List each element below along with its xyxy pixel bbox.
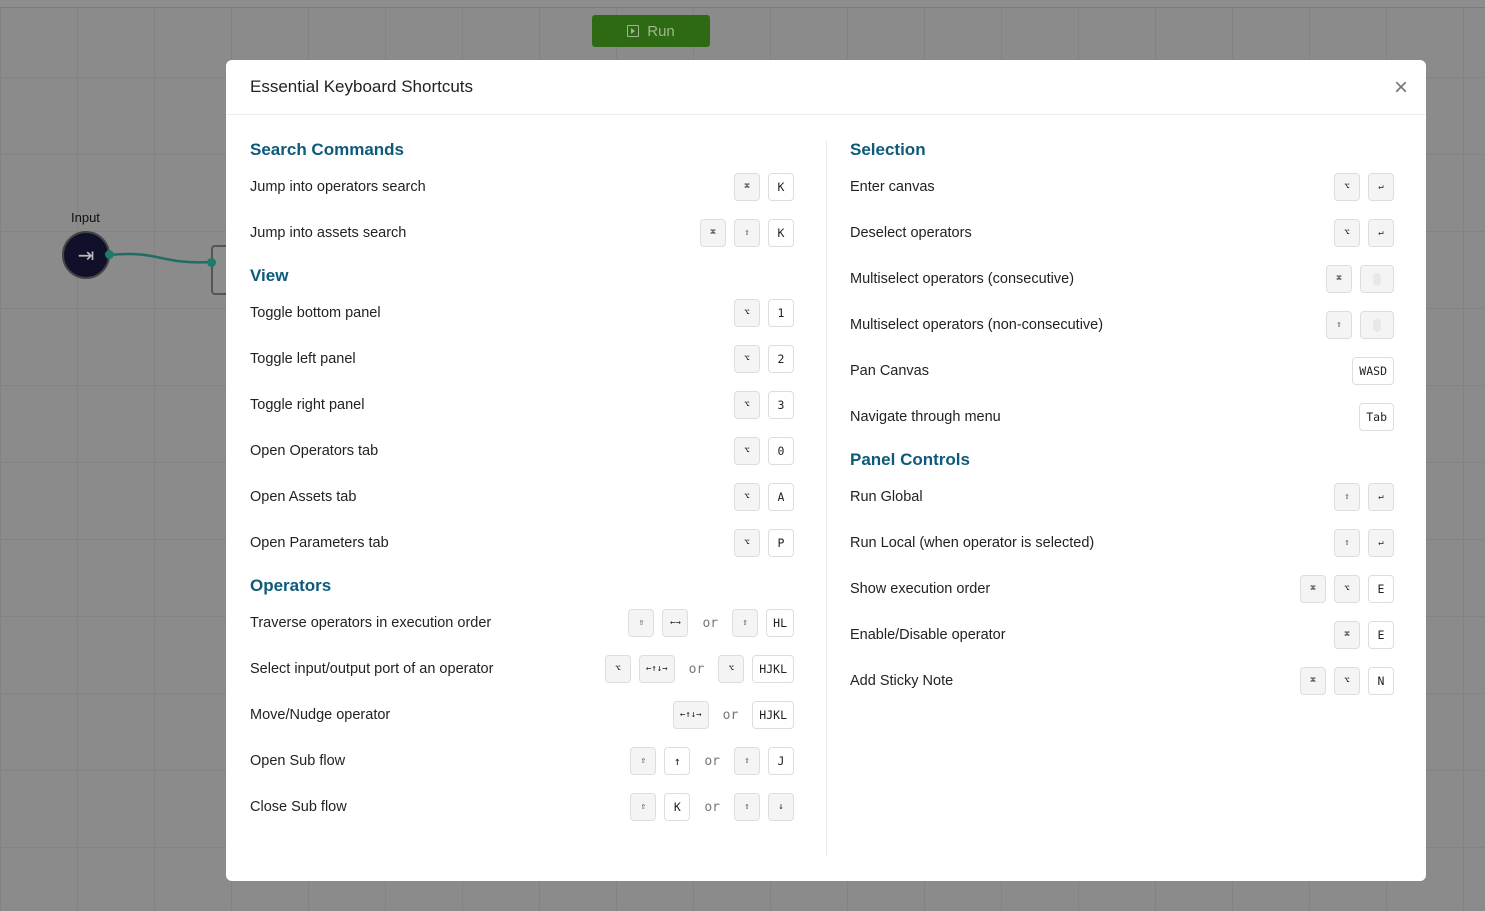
shortcut-row bbox=[850, 612, 1394, 658]
run-button[interactable] bbox=[592, 15, 710, 47]
key-cap: 2 bbox=[768, 345, 794, 373]
key-combo bbox=[1334, 173, 1394, 201]
shortcut-row bbox=[250, 428, 794, 474]
key-combo bbox=[630, 747, 794, 775]
connection-wire bbox=[0, 0, 240, 300]
key-cap: E bbox=[1368, 575, 1394, 603]
shortcut-row bbox=[850, 348, 1394, 394]
key-cap: N bbox=[1368, 667, 1394, 695]
shortcut-row bbox=[250, 290, 794, 336]
key-cap: HL bbox=[766, 609, 794, 637]
shortcut-row bbox=[250, 520, 794, 566]
play-icon bbox=[627, 25, 639, 37]
shortcut-section bbox=[250, 140, 794, 256]
key-cap: ⌘ bbox=[1300, 575, 1326, 603]
key-cap: K bbox=[768, 219, 794, 247]
mouse-icon bbox=[1373, 273, 1381, 286]
key-cap: ⌥ bbox=[734, 483, 760, 511]
shortcut-label: Select input/output port of an operator bbox=[250, 661, 494, 677]
key-cap: ⇧ bbox=[628, 609, 654, 637]
shortcut-row bbox=[850, 256, 1394, 302]
shortcut-label: Jump into operators search bbox=[250, 179, 426, 195]
key-cap: ←↑↓→ bbox=[639, 655, 675, 683]
key-combo bbox=[1334, 621, 1394, 649]
shortcut-label: Toggle right panel bbox=[250, 397, 365, 413]
key-cap: ⌥ bbox=[734, 345, 760, 373]
run-label: Run bbox=[647, 22, 675, 40]
shortcut-section bbox=[850, 140, 1394, 440]
key-cap: WASD bbox=[1352, 357, 1394, 385]
key-combo bbox=[1359, 403, 1394, 431]
shortcut-row bbox=[850, 164, 1394, 210]
arrow-right-icon: ⇥ bbox=[77, 244, 95, 267]
key-cap: ⌘ bbox=[1326, 265, 1352, 293]
node-label: Input bbox=[71, 210, 100, 225]
input-port[interactable] bbox=[207, 258, 216, 267]
shortcut-row bbox=[850, 394, 1394, 440]
shortcut-row bbox=[850, 566, 1394, 612]
key-combo bbox=[700, 219, 794, 247]
mouse-icon bbox=[1373, 319, 1381, 332]
key-combo bbox=[734, 173, 794, 201]
or-separator: or bbox=[688, 661, 705, 677]
shortcut-label: Close Sub flow bbox=[250, 799, 347, 815]
shortcut-row bbox=[250, 692, 794, 738]
key-combo bbox=[734, 299, 794, 327]
key-combo bbox=[734, 483, 794, 511]
modal-title: Essential Keyboard Shortcuts bbox=[226, 60, 1426, 115]
shortcut-row bbox=[250, 600, 794, 646]
shortcut-row bbox=[250, 382, 794, 428]
shortcut-row bbox=[250, 336, 794, 382]
shortcut-row bbox=[250, 474, 794, 520]
key-cap: ⌥ bbox=[1334, 219, 1360, 247]
shortcut-row bbox=[850, 210, 1394, 256]
key-combo bbox=[1326, 265, 1394, 293]
key-cap: ⇧ bbox=[1326, 311, 1352, 339]
key-cap: ⌥ bbox=[734, 299, 760, 327]
mouse-click-icon bbox=[1360, 265, 1394, 293]
section-heading: Search Commands bbox=[250, 140, 404, 159]
shortcut-row bbox=[250, 738, 794, 784]
shortcut-label: Traverse operators in execution order bbox=[250, 615, 492, 631]
key-cap: ⇧ bbox=[1334, 529, 1360, 557]
key-combo bbox=[1334, 483, 1394, 511]
key-cap: K bbox=[768, 173, 794, 201]
key-cap: 1 bbox=[768, 299, 794, 327]
shortcut-section bbox=[250, 576, 794, 830]
key-cap: ⇧ bbox=[734, 793, 760, 821]
key-combo bbox=[1300, 575, 1394, 603]
key-cap: Tab bbox=[1359, 403, 1394, 431]
key-combo bbox=[1352, 357, 1394, 385]
key-cap: ⌥ bbox=[734, 437, 760, 465]
shortcut-row bbox=[850, 474, 1394, 520]
shortcut-label: Pan Canvas bbox=[850, 363, 929, 379]
key-cap: P bbox=[768, 529, 794, 557]
key-cap: ⌥ bbox=[1334, 667, 1360, 695]
key-cap: A bbox=[768, 483, 794, 511]
key-cap: ⇧ bbox=[630, 793, 656, 821]
key-combo bbox=[673, 701, 794, 729]
key-cap: ⌥ bbox=[1334, 173, 1360, 201]
key-cap: ⇧ bbox=[734, 747, 760, 775]
shortcut-label: Open Assets tab bbox=[250, 489, 357, 505]
section-heading: Operators bbox=[250, 576, 332, 595]
shortcut-label: Add Sticky Note bbox=[850, 673, 954, 689]
shortcut-row bbox=[250, 210, 794, 256]
shortcut-label: Multiselect operators (consecutive) bbox=[850, 271, 1075, 287]
section-heading: Panel Controls bbox=[850, 450, 970, 469]
shortcuts-column-right bbox=[850, 140, 1394, 714]
key-cap: ⌘ bbox=[1300, 667, 1326, 695]
shortcut-label: Toggle left panel bbox=[250, 351, 356, 367]
or-separator: or bbox=[722, 707, 739, 723]
section-heading: Selection bbox=[850, 140, 926, 159]
key-cap: ↵ bbox=[1368, 173, 1394, 201]
section-heading: View bbox=[250, 266, 289, 285]
key-cap: J bbox=[768, 747, 794, 775]
key-combo bbox=[734, 391, 794, 419]
output-port[interactable] bbox=[105, 250, 114, 259]
key-cap: ↵ bbox=[1368, 483, 1394, 511]
key-cap: ⌥ bbox=[734, 529, 760, 557]
shortcut-row bbox=[850, 302, 1394, 348]
key-cap: ⇧ bbox=[734, 219, 760, 247]
key-cap: ⇧ bbox=[1334, 483, 1360, 511]
key-cap: E bbox=[1368, 621, 1394, 649]
shortcut-label: Multiselect operators (non-consecutive) bbox=[850, 317, 1104, 333]
key-cap: 3 bbox=[768, 391, 794, 419]
shortcut-label: Move/Nudge operator bbox=[250, 707, 391, 723]
shortcut-label: Navigate through menu bbox=[850, 409, 1001, 425]
key-cap: HJKL bbox=[752, 701, 794, 729]
key-cap: ↵ bbox=[1368, 219, 1394, 247]
or-separator: or bbox=[704, 753, 720, 769]
shortcut-label: Toggle bottom panel bbox=[250, 305, 381, 321]
key-combo bbox=[734, 345, 794, 373]
key-cap: ⌘ bbox=[1334, 621, 1360, 649]
shortcut-section bbox=[850, 450, 1394, 704]
key-cap: ⌥ bbox=[718, 655, 744, 683]
shortcut-label: Open Operators tab bbox=[250, 443, 379, 459]
shortcut-row bbox=[850, 658, 1394, 704]
key-combo bbox=[605, 655, 794, 683]
column-divider bbox=[826, 140, 827, 856]
shortcut-label: Jump into assets search bbox=[250, 225, 407, 241]
shortcut-row bbox=[850, 520, 1394, 566]
key-cap: ⌘ bbox=[734, 173, 760, 201]
shortcut-label: Deselect operators bbox=[850, 225, 972, 241]
key-cap: ⌥ bbox=[605, 655, 631, 683]
key-combo bbox=[630, 793, 794, 821]
or-separator: or bbox=[704, 799, 720, 815]
key-cap: ←→ bbox=[662, 609, 688, 637]
shortcut-label: Enter canvas bbox=[850, 179, 935, 195]
key-cap: ↓ bbox=[768, 793, 794, 821]
key-combo bbox=[1334, 219, 1394, 247]
key-cap: HJKL bbox=[752, 655, 794, 683]
shortcuts-modal bbox=[226, 60, 1426, 881]
key-combo bbox=[1300, 667, 1394, 695]
key-cap: ⌥ bbox=[1334, 575, 1360, 603]
key-combo bbox=[628, 609, 794, 637]
key-combo bbox=[1334, 529, 1394, 557]
shortcut-label: Run Local (when operator is selected) bbox=[850, 535, 1095, 551]
shortcut-label: Show execution order bbox=[850, 581, 991, 597]
key-cap: ↑ bbox=[664, 747, 690, 775]
input-node[interactable] bbox=[62, 231, 110, 279]
key-combo bbox=[1326, 311, 1394, 339]
key-cap: ⌘ bbox=[700, 219, 726, 247]
key-cap: K bbox=[664, 793, 690, 821]
mouse-click-icon bbox=[1360, 311, 1394, 339]
shortcut-row bbox=[250, 784, 794, 830]
key-cap: 0 bbox=[768, 437, 794, 465]
shortcuts-column-left bbox=[250, 140, 794, 840]
key-combo bbox=[734, 437, 794, 465]
key-combo bbox=[734, 529, 794, 557]
key-cap: ⇧ bbox=[630, 747, 656, 775]
key-cap: ⌥ bbox=[734, 391, 760, 419]
shortcut-label: Open Parameters tab bbox=[250, 535, 389, 551]
key-cap: ⇧ bbox=[732, 609, 758, 637]
shortcut-row bbox=[250, 646, 794, 692]
key-cap: ←↑↓→ bbox=[673, 701, 709, 729]
or-separator: or bbox=[702, 615, 719, 631]
shortcut-label: Enable/Disable operator bbox=[850, 627, 1006, 643]
close-icon[interactable]: × bbox=[1393, 74, 1408, 101]
shortcut-label: Run Global bbox=[850, 489, 923, 505]
shortcut-row bbox=[250, 164, 794, 210]
shortcut-section bbox=[250, 266, 794, 566]
shortcut-label: Open Sub flow bbox=[250, 753, 346, 769]
key-cap: ↵ bbox=[1368, 529, 1394, 557]
